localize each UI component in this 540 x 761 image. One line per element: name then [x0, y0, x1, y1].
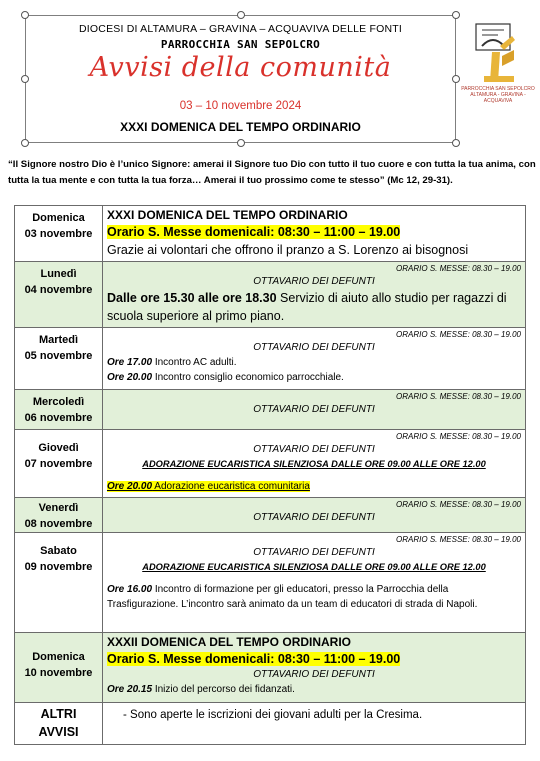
event-item: Ore 16.00 Incontro di formazione per gli educatori, presso la Parrocchia della Trasfigurazione. L’incontro sarà animato da un team di educatori di strada di Napoli. — [107, 584, 478, 610]
adoration-notice: ADORAZIONE EUCARISTICA SILENZIOSA DALLE ORE 09.00 ALLE ORE 12.00 — [142, 459, 486, 469]
resize-handle[interactable] — [237, 11, 245, 19]
schedule-row-altri-avvisi — [15, 703, 526, 745]
day-content — [103, 430, 526, 498]
day-content — [103, 390, 526, 430]
schedule-row-monday-04 — [15, 262, 526, 328]
ottavario-label: OTTAVARIO DEI DEFUNTI — [253, 669, 375, 680]
mass-times: Orario S. Messe domenicali: 08:30 – 11:00 – 19.00 — [107, 652, 401, 666]
ottavario-label: OTTAVARIO DEI DEFUNTI — [253, 276, 375, 287]
header-frame[interactable] — [25, 15, 456, 143]
schedule-row-sunday-03 — [15, 206, 526, 262]
mass-schedule: ORARIO S. MESSE: 08.30 – 19.00 — [396, 500, 521, 509]
schedule-row-wednesday-06 — [15, 390, 526, 430]
day-content — [103, 328, 526, 390]
resize-handle[interactable] — [237, 139, 245, 147]
sunday-heading: XXXI DOMENICA DEL TEMPO ORDINARIO — [107, 208, 348, 222]
mass-schedule: ORARIO S. MESSE: 08.30 – 19.00 — [396, 264, 521, 273]
schedule-row-sunday-10 — [15, 633, 526, 703]
mass-schedule: ORARIO S. MESSE: 08.30 – 19.00 — [396, 432, 521, 441]
ottavario-label: OTTAVARIO DEI DEFUNTI — [253, 342, 375, 353]
mass-schedule: ORARIO S. MESSE: 08.30 – 19.00 — [396, 330, 521, 339]
resize-handle[interactable] — [21, 75, 29, 83]
day-cell: Sabato 09 novembre — [15, 533, 103, 633]
ottavario-label: OTTAVARIO DEI DEFUNTI — [253, 404, 375, 415]
schedule-row-friday-08 — [15, 498, 526, 533]
schedule-row-saturday-09 — [15, 533, 526, 633]
sunday-title: XXXI DOMENICA DEL TEMPO ORDINARIO — [120, 120, 361, 134]
day-content — [103, 633, 526, 703]
ottavario-label: OTTAVARIO DEI DEFUNTI — [253, 547, 375, 558]
adoration-notice: ADORAZIONE EUCARISTICA SILENZIOSA DALLE ORE 09.00 ALLE ORE 12.00 — [142, 562, 486, 572]
day-cell: Venerdì 08 novembre — [15, 498, 103, 533]
resize-handle[interactable] — [452, 11, 460, 19]
ottavario-label: OTTAVARIO DEI DEFUNTI — [253, 512, 375, 523]
altri-avvisi-text: - Sono aperte le iscrizioni dei giovani adulti per la Cresima. — [103, 703, 526, 745]
weekly-schedule — [14, 205, 526, 745]
sunday-heading: XXXII DOMENICA DEL TEMPO ORDINARIO — [107, 635, 352, 649]
event-item: Ore 17.00 Incontro AC adulti. — [107, 357, 237, 368]
day-cell: Mercoledì 06 novembre — [15, 390, 103, 430]
event-item: Ore 20.15 Inizio del percorso dei fidanzati. — [107, 684, 295, 695]
event-note: Grazie ai volontari che offrono il pranzo a S. Lorenzo ai bisognosi — [107, 243, 469, 257]
day-cell: Giovedì 07 novembre — [15, 430, 103, 498]
date-range: 03 – 10 novembre 2024 — [179, 100, 302, 112]
day-cell: Domenica 03 novembre — [15, 206, 103, 262]
day-content — [103, 533, 526, 633]
mass-schedule: ORARIO S. MESSE: 08.30 – 19.00 — [396, 392, 521, 401]
resize-handle[interactable] — [452, 139, 460, 147]
day-cell: Martedì 05 novembre — [15, 328, 103, 390]
ottavario-label: OTTAVARIO DEI DEFUNTI — [253, 444, 375, 455]
resize-handle[interactable] — [452, 75, 460, 83]
gospel-quote: “Il Signore nostro Dio è l’unico Signore: amerai il Signore tuo Dio con tutto il tuo cuore e con tutta la tua anima, con tutta la tua mente e con tutta la tua forza… Amerai il tuo prossimo come te stesso” (Mc 12, 29-31). — [8, 159, 536, 186]
mass-times: Orario S. Messe domenicali: 08:30 – 11:00 – 19.00 — [107, 225, 401, 239]
day-cell: Lunedì 04 novembre — [15, 262, 103, 328]
schedule-row-thursday-07 — [15, 430, 526, 498]
event-item: Ore 20.00 Incontro consiglio economico parrocchiale. — [107, 372, 344, 383]
altri-avvisi-label: ALTRI AVVISI — [15, 703, 103, 745]
logo-caption: PARROCCHIA SAN SEPOLCRO ALTAMURA - GRAVINA - ACQUAVIVA — [461, 86, 535, 104]
page-title: Avvisi della comunità — [89, 52, 392, 83]
schedule-row-tuesday-05 — [15, 328, 526, 390]
day-content — [103, 498, 526, 533]
day-cell: Domenica 10 novembre — [15, 633, 103, 703]
event-item: Dalle ore 15.30 alle ore 18.30 Servizio di aiuto allo studio per ragazzi di scuola superiore al primo piano. — [107, 291, 507, 323]
resize-handle[interactable] — [21, 11, 29, 19]
mass-schedule: ORARIO S. MESSE: 08.30 – 19.00 — [396, 535, 521, 544]
day-content — [103, 262, 526, 328]
diocesi-line: DIOCESI DI ALTAMURA – GRAVINA – ACQUAVIVA DELLE FONTI — [79, 23, 402, 35]
resize-handle[interactable] — [21, 139, 29, 147]
day-content — [103, 206, 526, 262]
parish-name: PARROCCHIA SAN SEPOLCRO — [160, 38, 321, 51]
event-item: Ore 20.00 Adorazione eucaristica comunitaria — [107, 481, 310, 492]
